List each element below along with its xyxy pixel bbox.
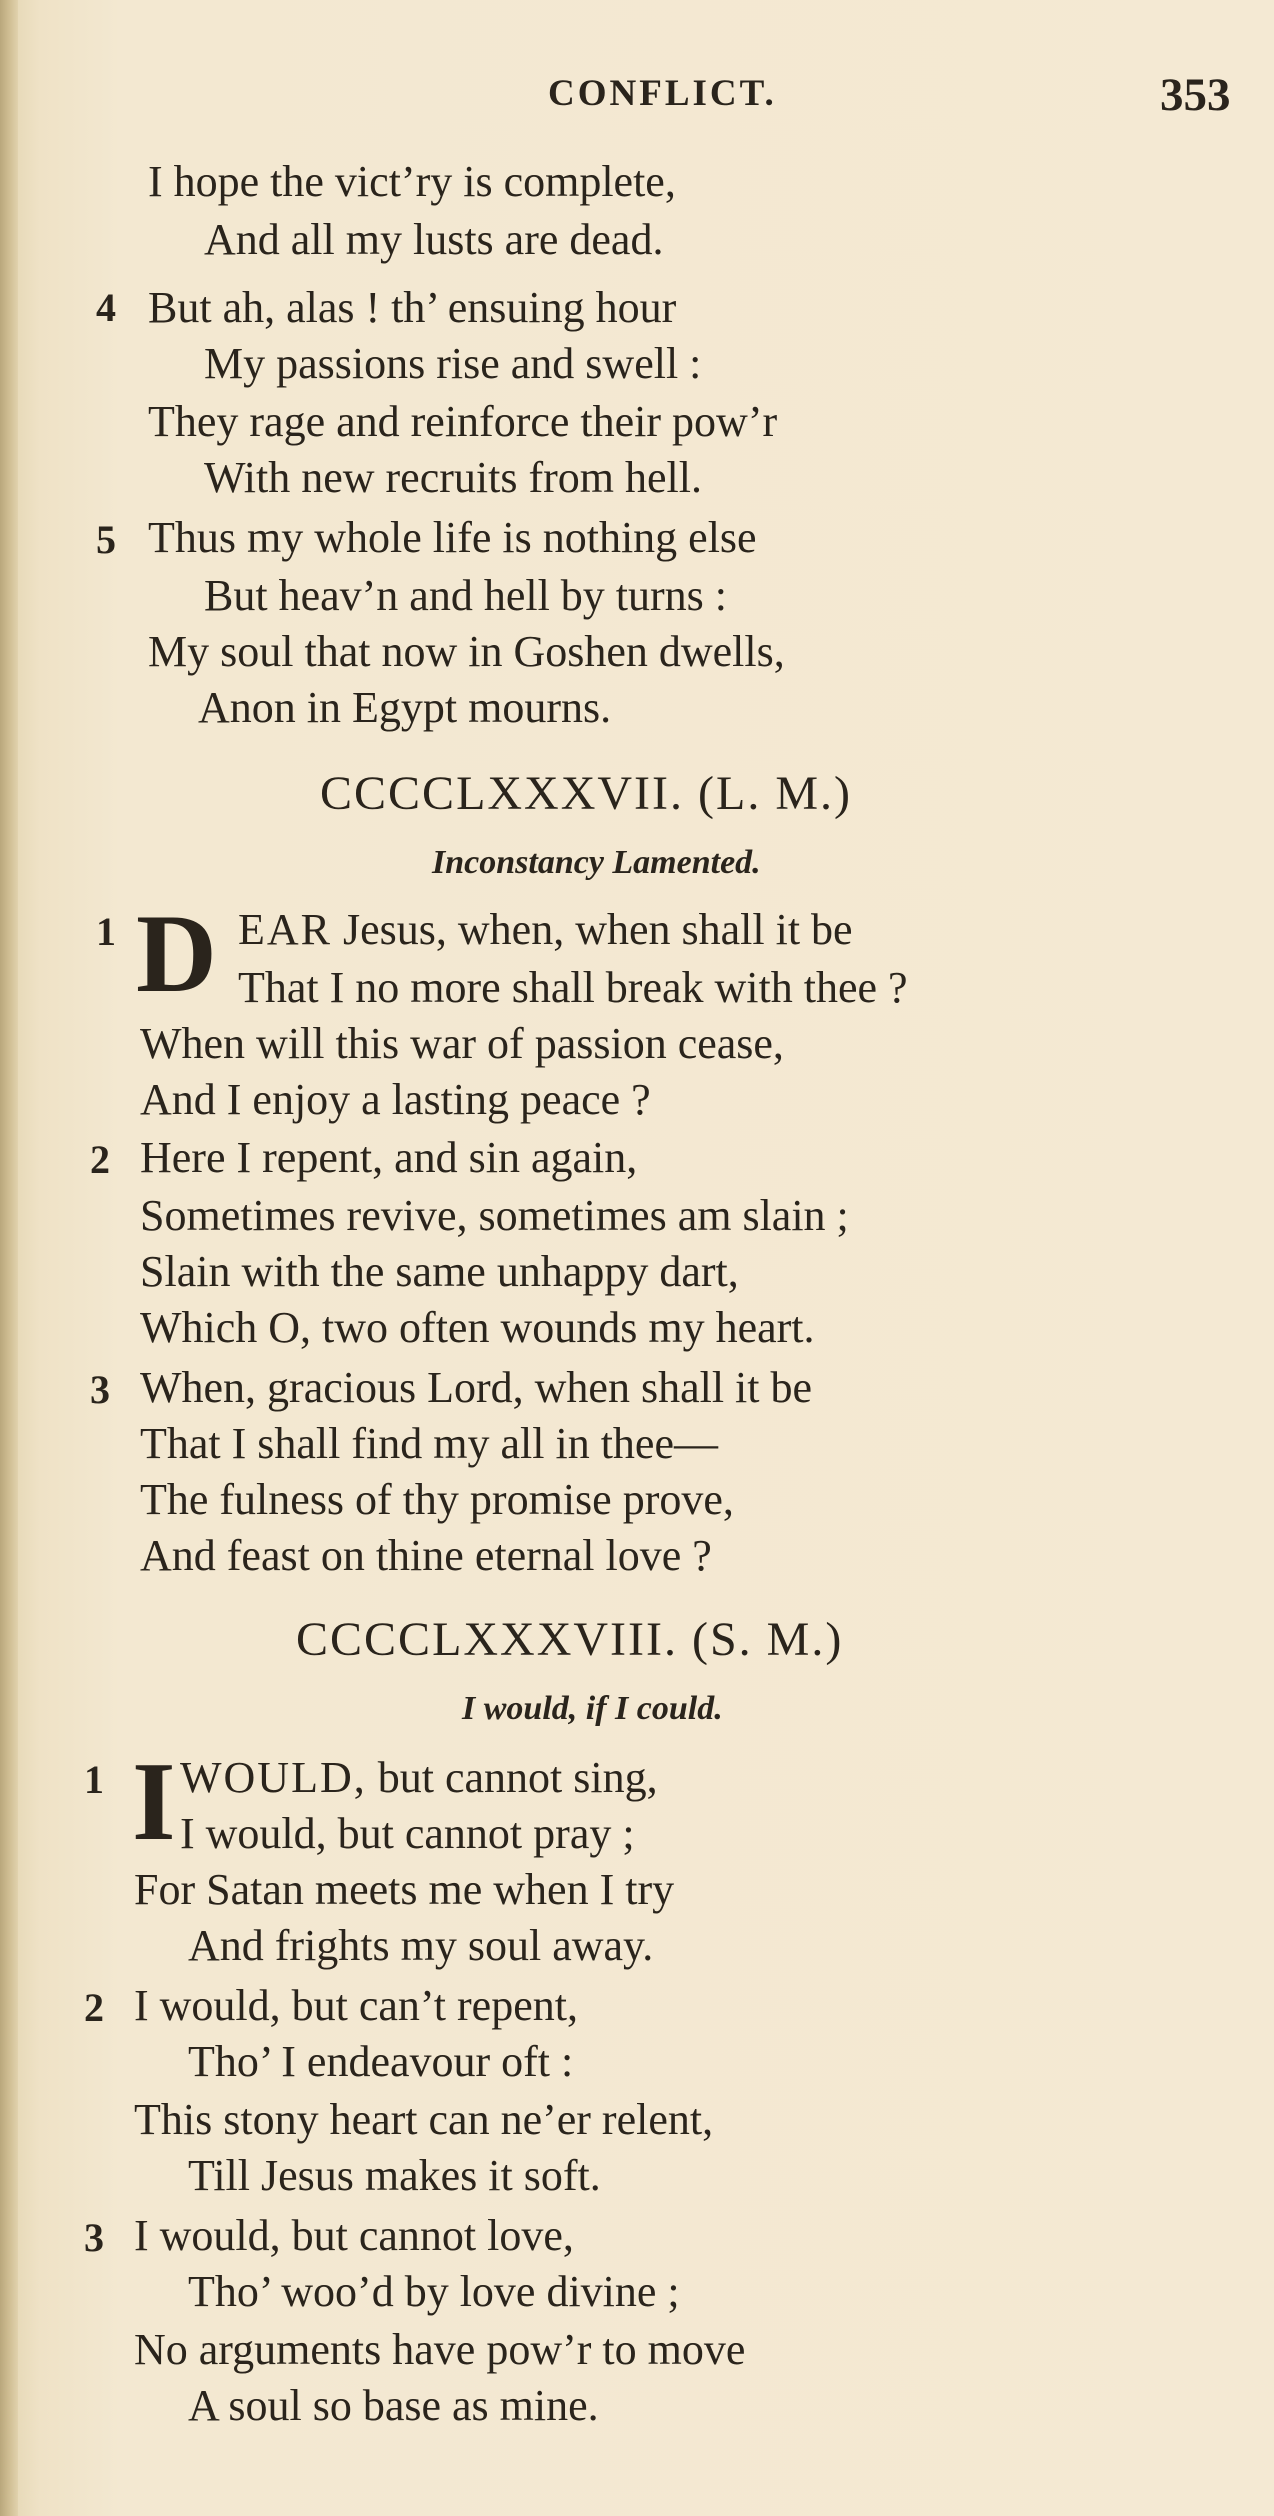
stanza-line: I would, but cannot pray ; <box>180 1809 635 1858</box>
stanza-number: 5 <box>96 517 116 562</box>
hymn-title: CCCCLXXXVIII. (S. M.) <box>296 1613 844 1666</box>
stanza-line: That I shall find my all in thee— <box>140 1419 718 1468</box>
hymn-title: CCCCLXXXVII. (L. M.) <box>320 767 852 820</box>
stanza-line: Sometimes revive, sometimes am slain ; <box>140 1191 849 1240</box>
stanza-line: With new recruits from hell. <box>204 453 702 502</box>
stanza-line: For Satan meets me when I try <box>134 1865 675 1914</box>
stanza-line: When, gracious Lord, when shall it be <box>140 1363 813 1412</box>
stanza-number: 3 <box>84 2215 104 2260</box>
stanza-line: But ah, alas ! th’ ensuing hour <box>148 283 677 332</box>
stanza-line: Slain with the same unhappy dart, <box>140 1247 739 1296</box>
stanza-line: Tho’ woo’d by love divine ; <box>188 2267 680 2316</box>
continuation-line: And all my lusts are dead. <box>204 215 664 264</box>
stanza-line: And frights my soul away. <box>188 1921 654 1970</box>
stanza-line: I would, but can’t repent, <box>134 1981 578 2030</box>
page-number: 353 <box>1160 69 1231 121</box>
stanza-line: I would, but cannot love, <box>134 2211 574 2260</box>
book-gutter <box>0 0 18 2516</box>
stanza-number: 2 <box>90 1137 110 1182</box>
stanza-line <box>238 905 853 954</box>
drop-cap: D <box>136 892 217 1016</box>
stanza-line: When will this war of passion cease, <box>140 1019 784 1068</box>
stanza-number: 4 <box>96 285 116 330</box>
stanza-line: Till Jesus makes it soft. <box>188 2151 601 2200</box>
stanza-line: But heav’n and hell by turns : <box>204 571 728 620</box>
running-title: CONFLICT. <box>548 73 777 114</box>
first-word: WOULD, <box>180 1753 367 1802</box>
stanza-number: 3 <box>90 1367 110 1412</box>
stanza-line: A soul so base as mine. <box>188 2381 599 2430</box>
stanza-number: 2 <box>84 1985 104 2030</box>
page-header <box>0 58 1274 128</box>
stanza-line: My passions rise and swell : <box>204 339 702 388</box>
first-word: EAR <box>238 905 332 954</box>
stanza-line <box>180 1753 658 1802</box>
stanza-line: Thus my whole life is nothing else <box>148 513 757 562</box>
continuation-line: I hope the vict’ry is complete, <box>148 157 676 206</box>
stanza-line: And I enjoy a lasting peace ? <box>140 1075 651 1124</box>
stanza-line: My soul that now in Goshen dwells, <box>148 627 785 676</box>
stanza-number: 1 <box>84 1757 104 1802</box>
stanza-line: And feast on thine eternal love ? <box>140 1531 712 1580</box>
hymn-subtitle: Inconstancy Lamented. <box>432 844 761 881</box>
stanza-line: That I no more shall break with thee ? <box>238 963 908 1012</box>
stanza-line: They rage and reinforce their pow’r <box>148 397 778 446</box>
stanza-line: Anon in Egypt mourns. <box>198 683 612 732</box>
stanza-line: Here I repent, and sin again, <box>140 1133 638 1182</box>
stanza-line: Which O, two often wounds my heart. <box>140 1303 815 1352</box>
stanza-line: The fulness of thy promise prove, <box>140 1475 734 1524</box>
hymn-subtitle: I would, if I could. <box>462 1690 723 1727</box>
stanza-line: No arguments have pow’r to move <box>134 2325 746 2374</box>
first-line-rest: Jesus, when, when shall it be <box>332 905 853 954</box>
first-line-rest: but cannot sing, <box>366 1753 658 1802</box>
stanza-line: This stony heart can ne’er relent, <box>134 2095 714 2144</box>
stanza-number: 1 <box>96 909 116 954</box>
drop-cap: I <box>132 1740 176 1864</box>
stanza-line: Tho’ I endeavour oft : <box>188 2037 574 2086</box>
